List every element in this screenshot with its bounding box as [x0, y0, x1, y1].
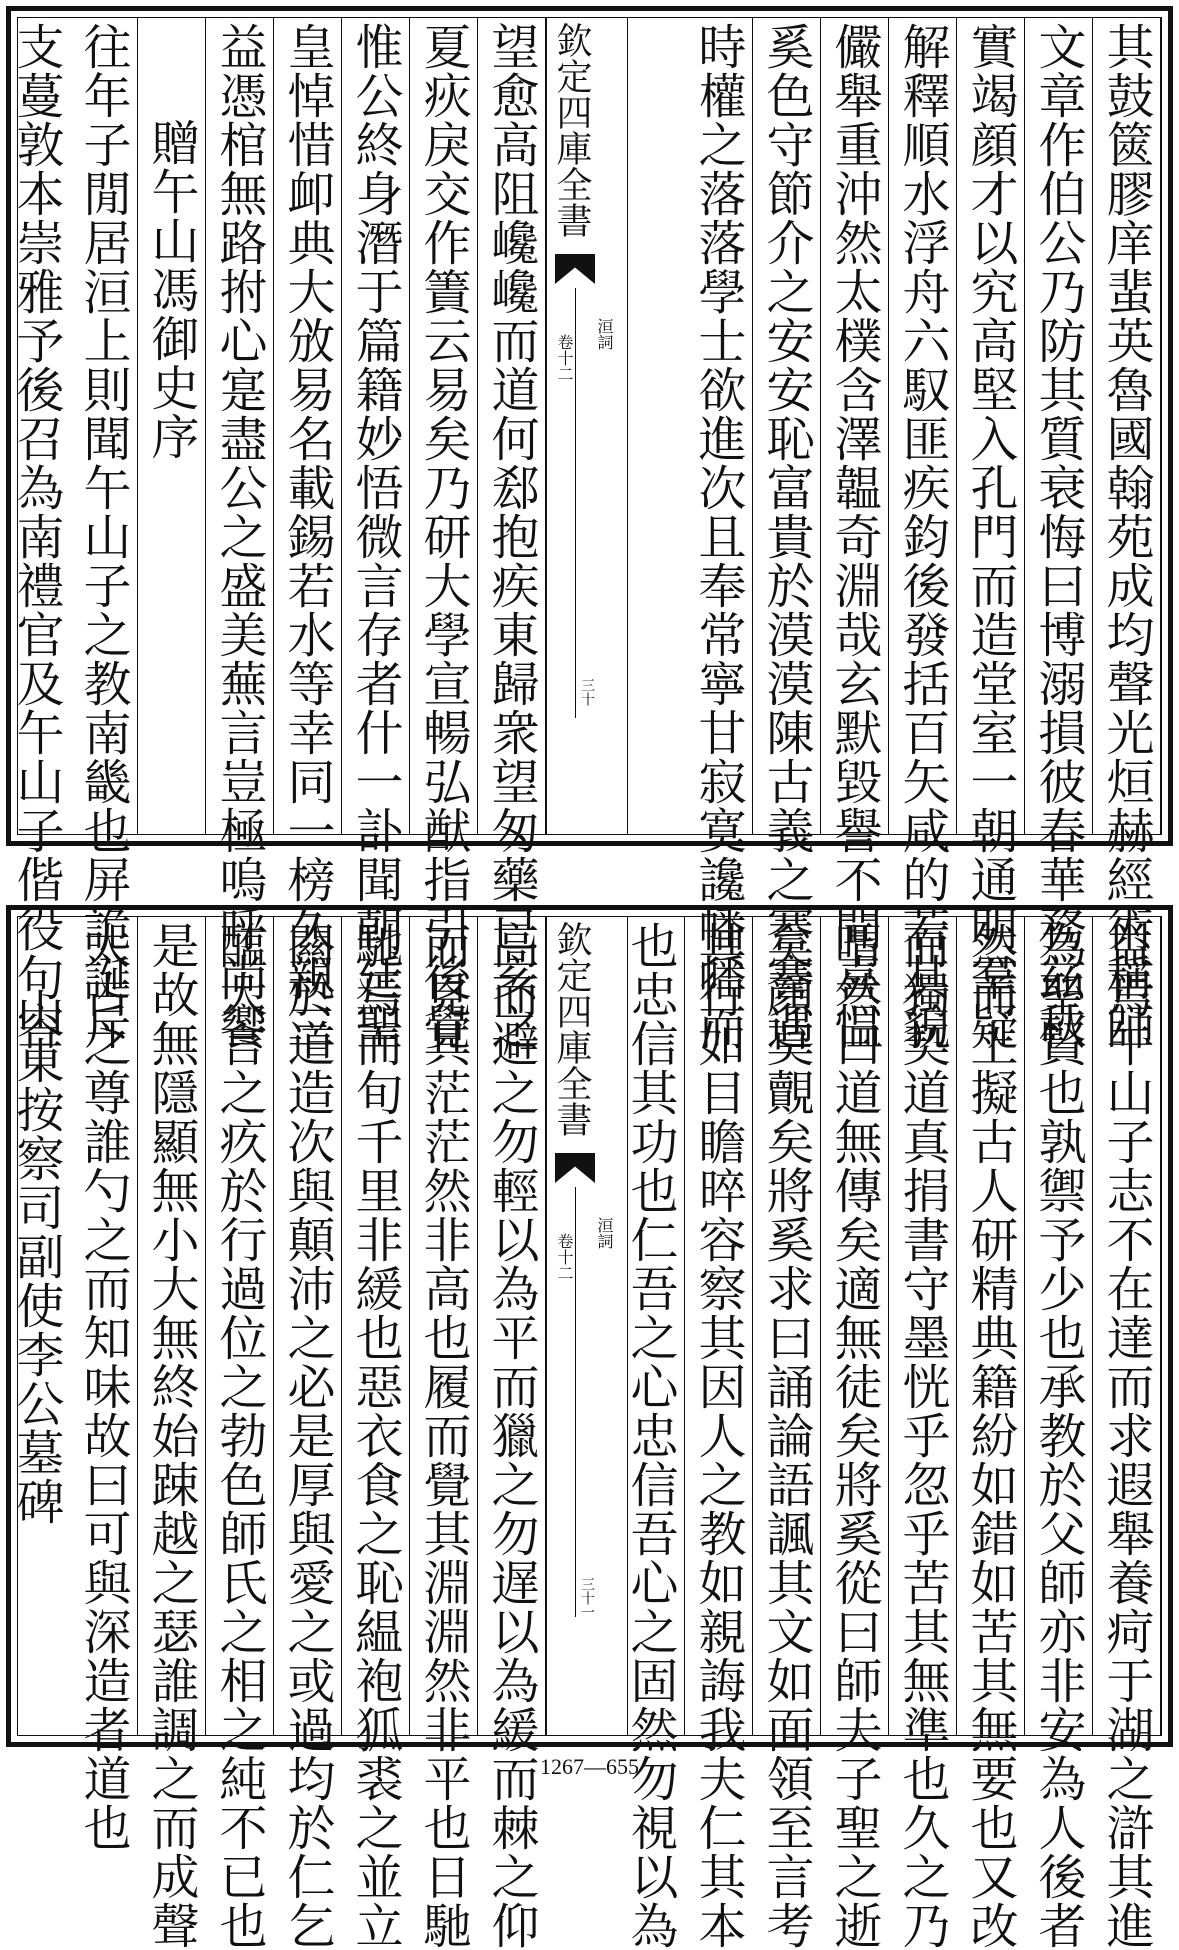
column-text: 時權之落落學士欲進次且奉常寧甘寂寞讒幡幡而 — [690, 22, 746, 1051]
text-column — [206, 18, 274, 1051]
column-text: 解釋順水浮舟六馭匪疾鈞後發括百矢咸的若其貌 — [894, 22, 950, 1051]
text-column — [1093, 917, 1161, 1950]
text-column — [138, 18, 206, 834]
text-column — [274, 917, 342, 1950]
text-column — [2, 917, 70, 1735]
page-spine — [546, 917, 628, 1735]
text-column — [821, 18, 889, 1051]
text-column — [478, 18, 546, 1051]
text-column — [478, 917, 546, 1950]
column-text: 是故無隱顯無小大無終始踈越之瑟誰調之而成聲 — [143, 921, 199, 1950]
column-text: 往年子閒居洹上則聞午山子之教南畿也屏詭誕斥 — [75, 22, 131, 1051]
column-text: 惟公終身潛于篇籍妙悟微言存者什一訃聞朝廷聖 — [347, 22, 403, 1051]
spine-line — [575, 288, 576, 718]
text-column — [70, 917, 138, 1852]
text-column — [342, 18, 410, 1051]
column-text: 矣顔莫覿矣將奚求曰誦論語諷其文如面領至言考 — [758, 921, 814, 1950]
column-text: 皇悼惜卹典大攽易名載錫若水等幸同一榜久親三 — [279, 22, 335, 1051]
column-text: 其鼓篋膠庠蜚英魯國翰苑成均聲光烜赫經術稱師 — [1098, 22, 1154, 1051]
text-column — [342, 917, 410, 1950]
text-column — [1093, 18, 1161, 1051]
text-column — [274, 18, 342, 1051]
column-text: 而獨契道真捐書守墨恍乎忽乎苦其無準也久之乃 — [894, 921, 950, 1950]
column-text: 醢大言之疚於行過位之勃色師氏之相之純不已也 — [211, 921, 267, 1950]
column-text: 益焉午山子志不在達而求遐舉養疴于湖之滸其進 — [1098, 921, 1154, 1950]
text-column — [138, 917, 206, 1950]
section-heading: 山東按察司副使李公墓碑 — [8, 987, 64, 1526]
column-text: 夏疢戾交作簀云易矣乃研大學宣暢弘猷指引後覺 — [415, 22, 471, 1051]
text-column — [410, 18, 478, 1051]
page-spine — [546, 18, 628, 834]
text-column — [410, 917, 478, 1950]
text-column — [2, 18, 70, 1051]
text-column — [685, 917, 753, 1950]
text-column — [685, 18, 753, 1051]
spine-page-number: 三十一 — [579, 1577, 595, 1619]
spine-section: 洹詞 — [595, 1217, 614, 1249]
fish-tail-mark — [555, 254, 595, 284]
text-column — [1025, 18, 1093, 1051]
section-heading: 贈午山馮御史序 — [143, 118, 199, 461]
text-column — [889, 917, 957, 1950]
text-column — [753, 917, 821, 1950]
page-reference-number: 1267—655 — [540, 1754, 639, 1779]
column-text: 儼舉重沖然太樸含澤韞奇淵哉玄默毀譽不聞喜愠 — [826, 22, 882, 1051]
spine-volume: 卷十二 — [555, 1233, 574, 1281]
column-text: 其行如目瞻晬容察其因人之教如親誨我夫仁其本 — [690, 921, 746, 1950]
spine-line — [575, 1187, 576, 1617]
column-text: 然而上擬古人研精典籍紛如錯如苦其無要也又改 — [962, 921, 1018, 1950]
column-text: 奚色守節介之安安恥富貴於漠漠陳古義之謇謇遇 — [758, 22, 814, 1051]
book-title: 欽定四庫全書 — [551, 22, 592, 238]
text-column — [206, 917, 274, 1950]
column-text: 太古之尊誰勺之而知味故曰可與深造者道也 — [75, 921, 131, 1852]
fish-tail-mark — [555, 1153, 595, 1183]
column-text: 為聖賢也孰禦予少也承教於父師亦非安為人後者 — [1030, 921, 1086, 1950]
spine-volume: 卷十二 — [555, 334, 574, 382]
column-text: 益憑棺無路拊心寔盡公之盛美蕪言豈極嗚呼尚饗 — [211, 22, 267, 1051]
column-text: 高而避之勿輕以為平而獵之勿遅以為緩而棘之仰 — [483, 921, 539, 1950]
book-title: 欽定四庫全書 — [551, 921, 592, 1137]
column-text: 文章作伯公乃防其質衰悔曰博溺損彼春華務兹秋 — [1030, 22, 1086, 1051]
column-text: 喟然曰道無傳矣適無徒矣將奚從曰師夫子聖之逝 — [826, 921, 882, 1950]
text-column — [821, 917, 889, 1950]
page-top-frame — [8, 17, 1162, 1051]
column-text: 也忠信其功也仁吾之心忠信吾心之固然勿視以為 — [622, 921, 678, 1950]
column-text: 實竭顔才以究高堅入孔門而造堂室一朝通明羣疑 — [962, 22, 1018, 1051]
column-text: 闗於道造次與顛沛之必是厚與愛之或過均於仁乞 — [279, 921, 335, 1950]
text-column — [889, 18, 957, 1051]
spine-section: 洹詞 — [595, 318, 614, 350]
text-column — [957, 917, 1025, 1950]
column-text: 支蔓敦本崇雅予後召為南禮官及午山子偕役句容 — [8, 22, 64, 1051]
page-top — [6, 6, 1173, 1051]
text-column — [753, 18, 821, 1051]
spine-page-number: 三十 — [579, 678, 595, 706]
column-text: 而見其茫茫然非高也履而覺其淵淵然非平也日馳 — [415, 921, 471, 1950]
column-text: 馳焉而旬千里非緩也惡衣食之恥緼袍狐裘之並立 — [347, 921, 403, 1950]
text-column — [957, 18, 1025, 1051]
text-column — [1025, 917, 1093, 1950]
column-text: 望愈高阻巉巉而道何郄抱疾東歸衆望匆藥已亥之 — [483, 22, 539, 1051]
text-column — [70, 18, 138, 1051]
